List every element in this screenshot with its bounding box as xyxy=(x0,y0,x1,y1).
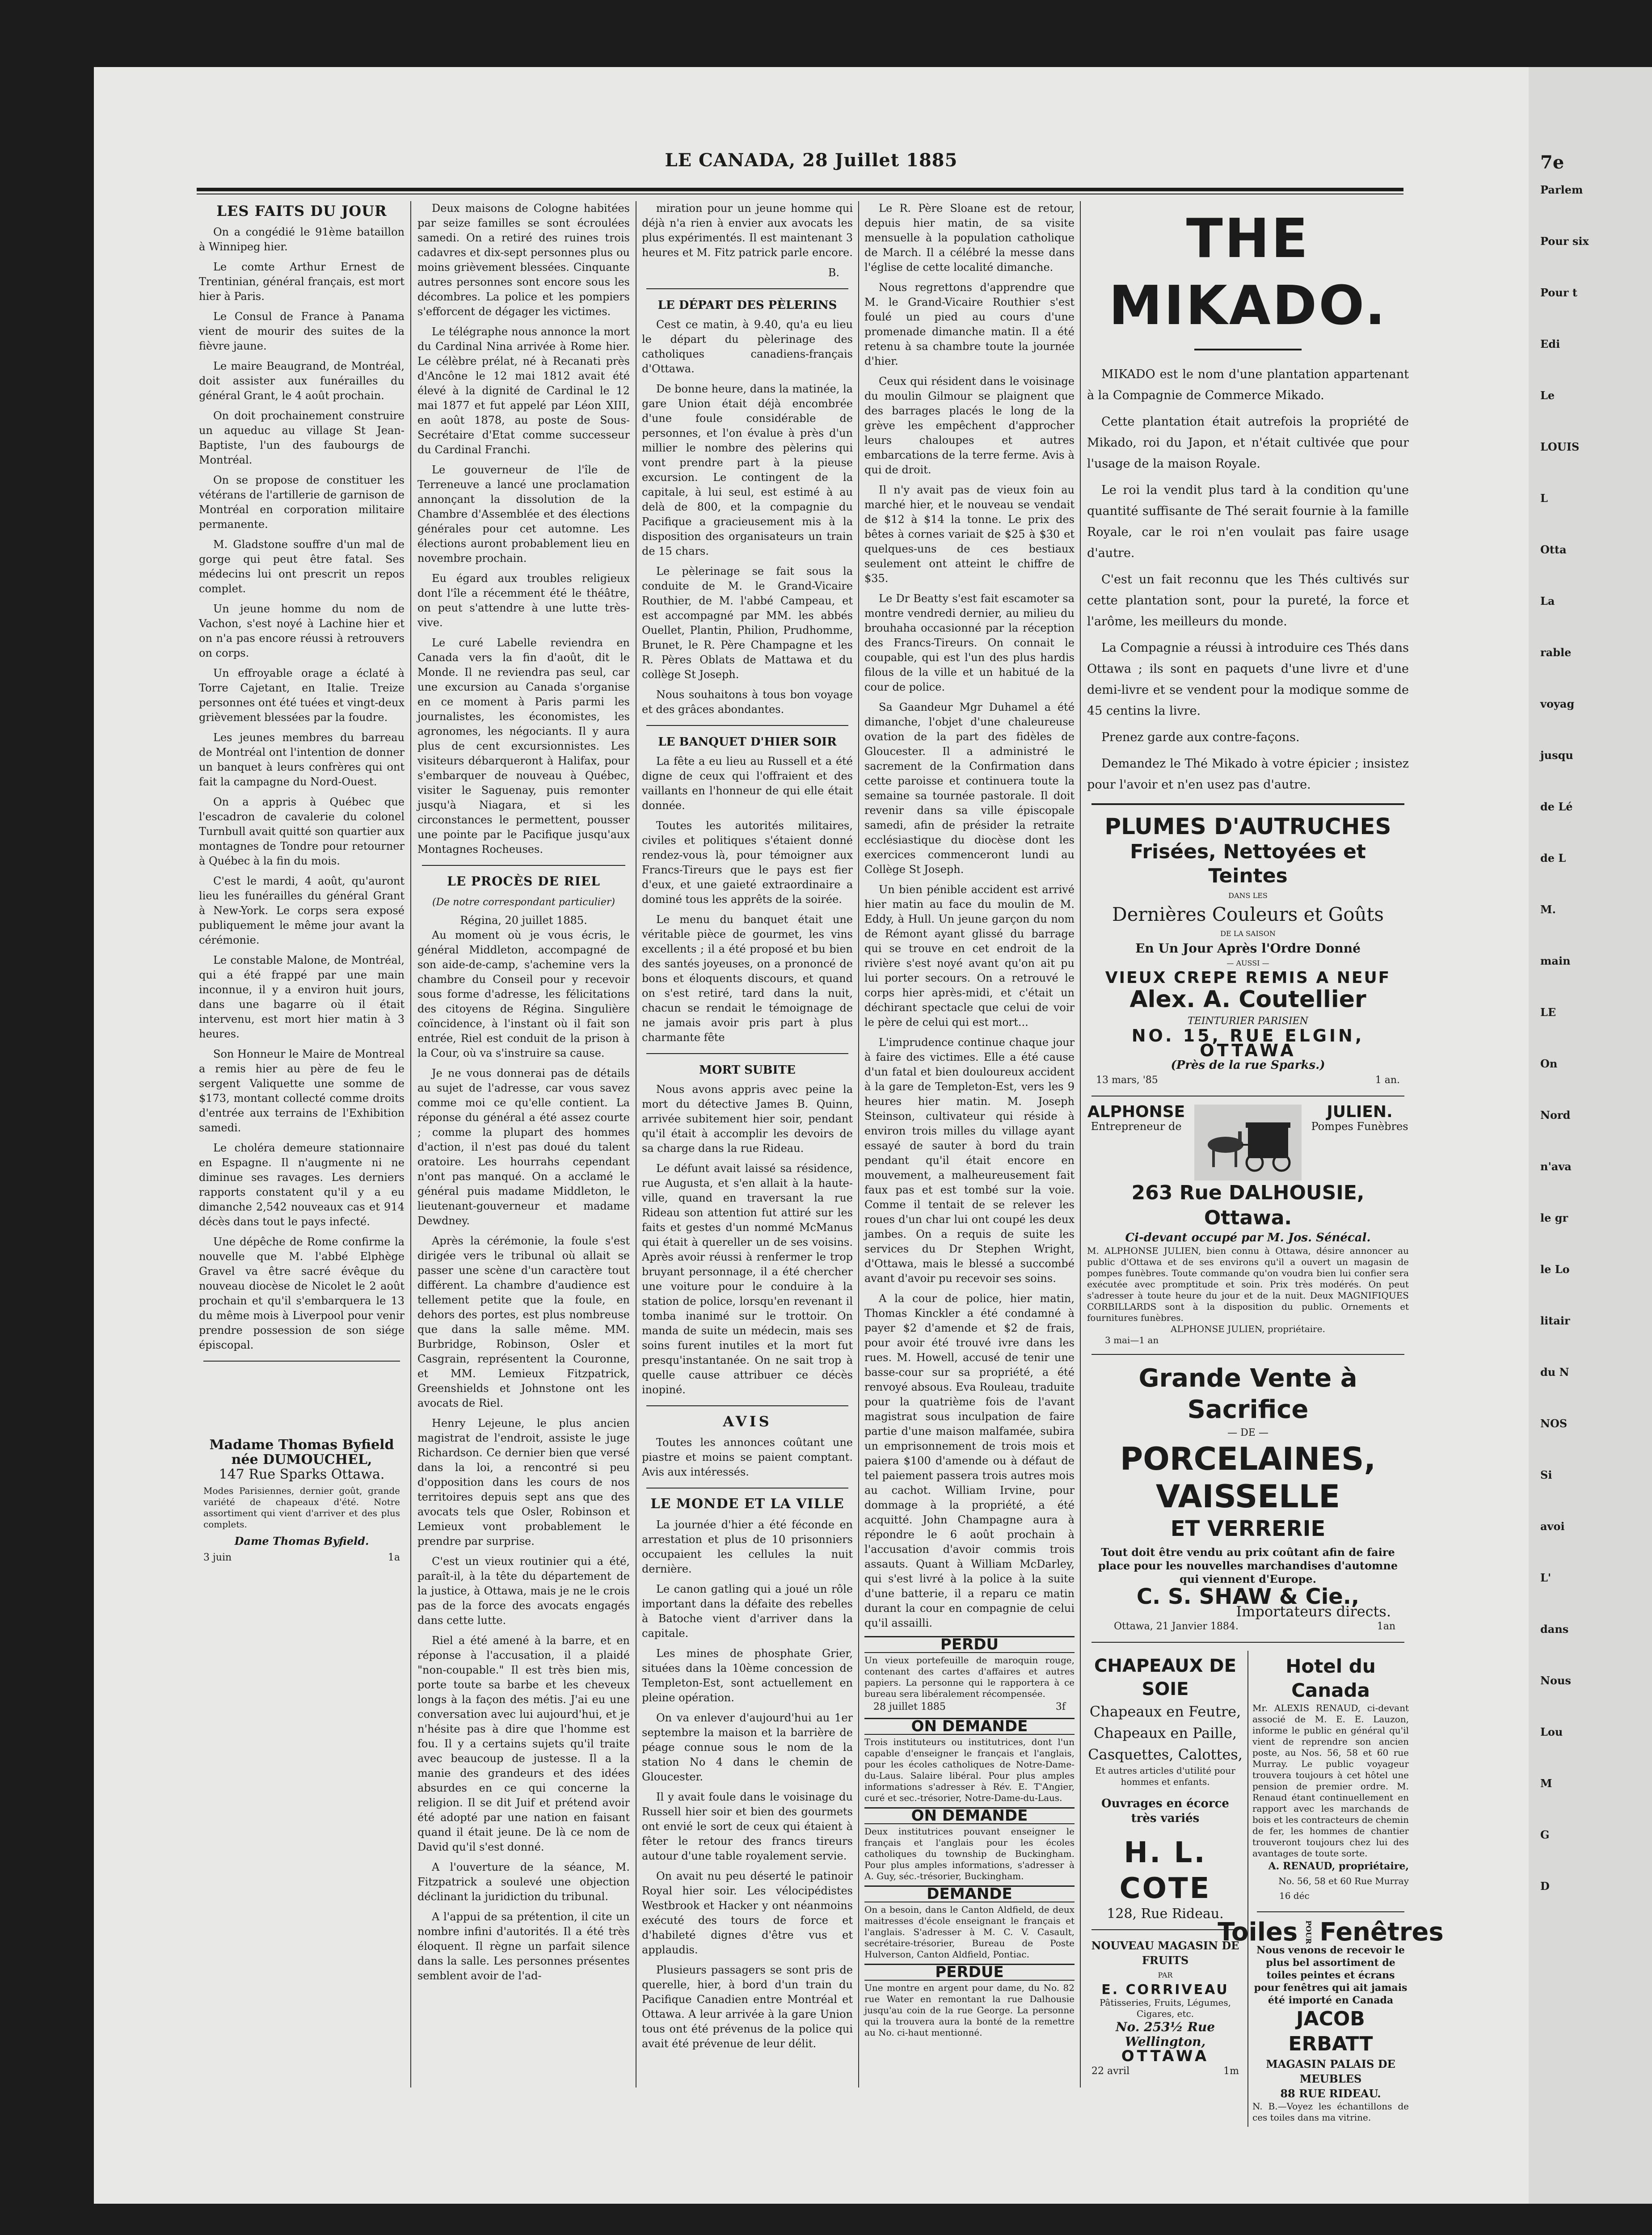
classified-ads xyxy=(864,1636,1075,2038)
ad-fruits xyxy=(1087,1938,1243,2079)
paragraph: Riel a été amené à la barre, et en réponse à l'accusation, il a plaidé "non-coupable." Il est très bien mis, porte toute sa barbe et les cheveux longs à la façon des métis. J'ai eu une conversation avec lui aujourd'hui, et je n'hésite pas à dire que l'homme est fou. Il y a certains sujets qu'il traite avec beaucoup de justesse. Il a la manie des grandeurs et des idées absurdes en ce qui concerne la religion. Il se dit Juif et prétend avoir été adopté par une nation en faisant quand il était jeune. De là ce nom de David qu'il s'est donné. xyxy=(417,1634,630,1853)
classified-ad-text: Trois instituteurs ou institutrices, dont l'un capable d'enseigner le français et l'anglais, pour les écoles catholiques de Notre-Dame-du-Laus. Salaire libéral. Pour plus amples informations s'adresser à Rév. E. T'Angier, curé et sec.-trésorier, Notre-Dame-du-Laus. xyxy=(864,1737,1075,1803)
paragraph: On se propose de constituer les vétérans de l'artillerie de garnison de Montréal en corporation militaire permanente. xyxy=(199,474,405,531)
section-title-monde-ville: LE MONDE ET LA VILLE xyxy=(650,1496,844,1512)
avis-text: Toutes les annonces coûtant une piastre et moins se paient comptant. Avis aux intéressés. xyxy=(642,1436,853,1478)
next-page-fragment-text: D xyxy=(1540,1880,1550,1893)
column-faits-du-jour xyxy=(199,201,405,2096)
classified-ad-text: Une montre en argent pour dame, du No. 82 rue Water en remontant la rue Dalhousie jusqu'au coin de la rue George. La personne qui la trouvera aura la bonté de la remettre au No. ci-haut mentionné. xyxy=(864,1982,1075,2038)
next-page-fragment-text: G xyxy=(1540,1828,1550,1841)
paragraph: C'est le mardi, 4 août, qu'auront lieu les funérailles du général Grant à New-York. Le corps sera exposé publiquement le même jour avant la cérémonie. xyxy=(199,875,405,946)
chapeaux-name: H. L. COTE xyxy=(1119,1836,1211,1905)
ad-byfield-nee: née DUMOUCHEL, xyxy=(231,1452,372,1468)
classified-ad-date: 28 juillet 1885 xyxy=(873,1701,946,1712)
next-page-fragment-text: litair xyxy=(1540,1314,1570,1327)
next-page-fragment-text: le Lo xyxy=(1540,1263,1570,1276)
paragraph: On va enlever d'aujourd'hui au 1er septembre la maison et la barrière de péage connue sous le nom de la station No 4 dans le chemin de Gloucester. xyxy=(642,1712,853,1783)
julien-first: ALPHONSE xyxy=(1087,1103,1185,1121)
ad-chapeaux xyxy=(1087,1654,1243,1921)
plumes-teinturier: TEINTURIER PARISIEN xyxy=(1188,1016,1308,1027)
fruits-ref: 1m xyxy=(1223,2066,1239,2077)
next-page-fragment-text: voyag xyxy=(1540,697,1575,710)
vente-date: Ottawa, 21 Janvier 1884. xyxy=(1114,1621,1239,1632)
paragraph: Eu égard aux troubles religieux dont l'île a récemment été le théâtre, on peut s'attendre à une lutte très-vive. xyxy=(417,572,630,629)
masthead-rule xyxy=(197,188,1403,191)
hotel-text: Mr. ALEXIS RENAUD, ci-devant associé de M. E. E. Lauzon, informe le public en général qu'il vient de reprendre son ancien poste, au Nos. 56, 58 et 60 rue Murray. Le public voyageur trouvera toujours à cet hôtel une pension de premier ordre. M. Renaud étant continuellement en rapport avec les marchands de bois et les contracteurs de chemin de fer, les hommes de chantier trouveront toujours chez lui des avantages de toute sorte. xyxy=(1252,1703,1409,1859)
section-title-proces-riel: LE PROCÈS DE RIEL xyxy=(447,874,600,889)
next-page-fragment-text: Edi xyxy=(1540,337,1560,350)
column-4-paragraphs xyxy=(864,201,1075,1631)
classified-ad-title: DEMANDE xyxy=(864,1885,1075,1902)
proces-note: (De notre correspondant particulier) xyxy=(432,897,615,908)
fruits-items: Pâtisseries, Fruits, Légumes, Cigares, etc. xyxy=(1099,1997,1231,2019)
next-page-fragment-text: rable xyxy=(1540,646,1572,659)
section-title-banquet: LE BANQUET D'HIER SOIR xyxy=(658,735,837,749)
next-page-fragment-text: Pour six xyxy=(1540,235,1589,248)
paragraph: Cest ce matin, à 9.40, qu'a eu lieu le départ du pèlerinage des catholiques canadiens-français d'Ottawa. xyxy=(642,318,853,375)
ad-hotel-canada xyxy=(1252,1654,1409,1903)
vente-de: — DE — xyxy=(1227,1427,1268,1438)
divider xyxy=(646,288,848,289)
paragraph: miration pour un jeune homme qui déjà n'a rien à envier aux avocats les plus expérimentés. Il est maintenant 3 heures et M. Fitz patrick parle encore. xyxy=(642,202,853,259)
mikado-title: THE MIKADO. xyxy=(1108,208,1387,337)
paragraph: Son Honneur le Maire de Montreal a remis hier au père de feu le sergent Valiquette une somme de $173, montant collecté comme droits d'entrée aux terrains de l'Exhibition samedi. xyxy=(199,1048,405,1134)
paragraph: Je ne vous donnerai pas de détails au sujet de l'adresse, car vous savez comme moi ce qu'elle contient. La réponse du général a été assez courte ; comme la plupart des hommes d'action, il n'est pas doué du talent oratoire. Les hourrahs cependant n'ont pas manqué. On a acclamé le général puis madame Middleton, le lieutenant-gouverneur et madame Dewdney. xyxy=(417,1067,630,1227)
vente-main: PORCELAINES, VAISSELLE xyxy=(1120,1441,1376,1515)
classified-ad-ref: 3f xyxy=(1055,1701,1066,1712)
julien-former: Ci-devant occupé par M. Jos. Sénécal. xyxy=(1125,1231,1371,1244)
next-page-fragment-text: le gr xyxy=(1540,1211,1568,1224)
paragraph: Demandez le Thé Mikado à votre épicier ; insistez pour l'avoir et n'en usez pas d'autre. xyxy=(1087,757,1409,792)
next-page-fragment-text: du N xyxy=(1540,1366,1569,1379)
next-page-fragment-text: Lou xyxy=(1540,1725,1563,1738)
plumes-jour: En Un Jour Après l'Ordre Donné xyxy=(1135,941,1361,956)
paragraph: A l'appui de sa prétention, il cite un nombre infini d'autorités. Il a été très éloquent. Il règne un parfait silence dans la salle. Les personnes présentes semblent avoir de l'ad- xyxy=(417,1910,630,1982)
ad-byfield xyxy=(199,1438,405,1565)
julien-text: M. ALPHONSE JULIEN, bien connu à Ottawa, désire annoncer au public d'Ottawa et de ses environs qu'il a ouvert un magasin de pompes funèbres. Toute commande qu'on voudra bien lui confier sera exécutée avec promptitude et soin. Prix très modérés. On peut s'adresser à toute heure du jour et de la nuit. Deux MAGNIFIQUES CORBILLARDS sont à la disposition du public. Ornements et fournitures funèbres. xyxy=(1087,1245,1409,1323)
paragraph: A la cour de police, hier matin, Thomas Kinckler a été condamné à payer $2 d'amende et $2 de frais, pour avoir été trouvé ivre dans les rues. M. Howell, accusé de tenir une basse-cour sur sa propriété, a été renvoyé absous. Eva Rouleau, traduite pour la quatrième fois de l'avant magistrat sous inculpation de faire partie d'une maison malfamée, subira un emprisonnement de trois mois et paiera $100 d'amende ou à défaut de tel paiement passera trois autres mois au cachot. William Irvine, pour dommage à la propriété, a été acquitté. John Champagne aura à répondre le 6 août prochain à l'accusation d'avoir commis trois assauts. Quant à William McDarley, qui s'est livré à la police à la suite d'une batterie, il a reparu ce matin durant la cour en compagnie de celui qu'il assailli. xyxy=(864,1292,1075,1629)
toiles-name: JACOB ERBATT xyxy=(1288,2007,1373,2056)
column-4 xyxy=(864,201,1075,2096)
divider xyxy=(1092,1354,1404,1355)
vente-title: Grande Vente à Sacrifice xyxy=(1138,1364,1357,1424)
hearse-icon xyxy=(1199,1109,1297,1176)
paragraph: Un jeune homme du nom de Vachon, s'est noyé à Lachine hier et on n'a pas encore réussi à retrouvers on corps. xyxy=(199,603,405,659)
hotel-sign: A. RENAUD, propriétaire, xyxy=(1268,1860,1409,1872)
paragraph: Le curé Labelle reviendra en Canada vers la fin d'août, dit le Monde. Il ne reviendra pas seul, car une excursion au Canada s'organise en ce moment à Paris parmi les journalistes, les économistes, les agronomes, les négociants. Il y aura plus de cent excursionnistes. Les visiteurs débarqueront à Halifax, pour s'embarquer de nouveau à Québec, visiter le Saguenay, puis remonter jusqu'à Niagara, et si les circonstances le permettent, pousser une pointe par le Pacifique jusqu'aux Montagnes Rocheuses. xyxy=(417,637,630,856)
vente-text: Tout doit être vendu au prix coûtant afin de faire place pour les nouvelles marchandises d'automne qui viennent d'Europe. xyxy=(1098,1546,1398,1586)
hotel-date: 16 déc xyxy=(1279,1890,1310,1901)
chapeaux-line: Chapeaux en Feutre, xyxy=(1089,1703,1241,1720)
next-page-fragment-text: n'ava xyxy=(1540,1160,1572,1173)
plumes-couleurs: Dernières Couleurs et Goûts xyxy=(1112,903,1384,925)
hotel-address: No. 56, 58 et 60 Rue Murray xyxy=(1278,1876,1409,1886)
paragraph: Le constable Malone, de Montréal, qui a été frappé par une main inconnue, il y a environ huit jours, dans une bagarre où il était intervenu, est mort hier matin à 3 heures. xyxy=(199,954,405,1040)
paragraph: Le comte Arthur Ernest de Trentinian, général français, est mort hier à Paris. xyxy=(199,261,405,303)
ad-byfield-text: Modes Parisiennes, dernier goût, grande variété de chapeaux d'été. Notre assortiment qui vient d'arriver et des plus complets. xyxy=(203,1485,400,1530)
classified-ad xyxy=(864,1964,1075,2038)
paragraph: On a congédié le 91ème bataillon à Winnipeg hier. xyxy=(199,226,405,253)
depart-paragraphs xyxy=(642,317,853,717)
masthead: LE CANADA, 28 Juillet 1885 xyxy=(665,150,958,171)
next-page-fragment-text: Parlem xyxy=(1540,183,1583,196)
julien-address: 263 Rue DALHOUSIE, Ottawa. xyxy=(1131,1181,1365,1229)
vente-role: Importateurs directs. xyxy=(1236,1603,1391,1620)
chapeaux-ouvrages: Ouvrages en écorce très variés xyxy=(1101,1797,1229,1825)
column-rule xyxy=(1247,1651,1248,2127)
paragraph: Nous avons appris avec peine la mort du détective James B. Quinn, arrivée subitement hier soir, pendant qu'il était à accomplir les devoirs de sa charge dans la rue Rideau. xyxy=(642,1083,853,1155)
ad-plumes xyxy=(1087,813,1409,1088)
next-page-fragment-text: Si xyxy=(1540,1468,1552,1481)
classified-ad-text: Deux institutrices pouvant enseigner le français et l'anglais pour les écoles catholiques du township de Buckingham. Pour plus amples informations, s'adresser à A. Guy, séc.-trésorier, Buckingham. xyxy=(864,1826,1075,1881)
paragraph: Nous regrettons d'apprendre que M. le Grand-Vicaire Routhier s'est foulé un pied au cours d'une promenade dimanche matin. Il a été retenu à sa chambre toute la journée d'hier. xyxy=(864,281,1075,367)
toiles-text: Nous venons de recevoir le plus bel assortiment de toiles peintes et écrans pour fenêtres qui ait jamais été importé en Canada xyxy=(1254,1944,1408,2007)
plumes-name: Alex. A. Coutellier xyxy=(1129,986,1366,1013)
paragraph: Nous souhaitons à tous bon voyage et des grâces abondantes. xyxy=(642,688,853,716)
chapeaux-title: CHAPEAUX DE SOIE xyxy=(1094,1656,1236,1699)
chapeaux-lines xyxy=(1087,1701,1243,1765)
paragraph: Le télégraphe nous annonce la mort du Cardinal Nina arrivée à Rome hier. Le célèbre prélat, né à Recanati près d'Ancône le 12 mai 1812 avait été élevé à la dignité de Cardinal le 12 mai 1877 et fut appelé par Léon XIII, en août 1878, au poste de Sous-Secrétaire d'Etat comme successeur du Cardinal Franchi. xyxy=(417,325,630,456)
paragraph: Les jeunes membres du barreau de Montréal ont l'intention de donner un banquet à leurs confrères qui ont fait la campagne du Nord-Ouest. xyxy=(199,731,405,788)
paragraph: Une dépêche de Rome confirme la nouvelle que M. l'abbé Elphège Gravel va être sacré évêque du nouveau diocèse de Nicolet le 2 août prochain et qu'il s'embarquera le 13 du même mois à Liverpool pour venir prendre possession de son siége épiscopal. xyxy=(199,1236,405,1351)
paragraph: On a appris à Québec que l'escadron de cavalerie du colonel Turnbull avait quitté son quartier aux montagnes de Tondre pour retourner à Québec à la fin du mois. xyxy=(199,796,405,867)
hotel-title: Hotel du Canada xyxy=(1285,1655,1376,1701)
column-rule xyxy=(858,201,859,2087)
paragraph: Le roi la vendit plus tard à la condition qu'une quantité suffisante de Thé serait fournie à la famille Royale, car le roi n'en voulait pas faire usage d'autre. xyxy=(1087,483,1409,560)
vente-company: C. S. SHAW & Cie., xyxy=(1136,1584,1360,1609)
paragraph: Deux maisons de Cologne habitées par seize familles se sont écroulées samedi. On a retiré des ruines trois cadavres et dix-sept personnes plus ou moins grièvement blessées. Cinquante autres personnes sont encore sous les décombres. La police et les pompiers s'efforcent de dégager les victimes. xyxy=(417,202,630,318)
column-2-paragraphs xyxy=(417,201,630,857)
paragraph: Le choléra demeure stationnaire en Espagne. Il n'augmente ni ne diminue ses ravages. Les derniers rapports constatent qu'il y a eu dimanche 2,542 nouveaux cas et 914 décès dans tout le pays infecté. xyxy=(199,1142,405,1228)
next-page-fragment-text: La xyxy=(1540,595,1555,607)
toiles-title1: Toiles xyxy=(1218,1918,1298,1947)
next-page-fragment-text: L' xyxy=(1540,1571,1551,1584)
paragraph: L'imprudence continue chaque jour à faire des victimes. Elle a été cause d'un fatal et bien douloureux accident à la gare de Templeton-Est, vers les 9 heures hier matin. M. Joseph Steinson, cultivateur qui réside à environ trois milles du village ayant essayé de sauter à bord du train pendant qu'il était encore en mouvement, a malheureusement fait faux pas et est tombé sur la voie. Comme il tentait de se relever les roues d'un char lui ont coupé les deux jambes. On a requis de suite les services du Dr Stephen Wright, d'Ottawa, mais le blessé a succombé avant d'avoir pu recevoir ses soins. xyxy=(864,1036,1075,1285)
paragraph: C'est un fait reconnu que les Thés cultivés sur cette plantation sont, pour la pureté, la force et l'arôme, les meilleurs du monde. xyxy=(1087,573,1409,628)
paragraph: Ceux qui résident dans le voisinage du moulin Gilmour se plaignent que des barrages placés le long de la grève les empêchent d'approcher leurs chaloupes et autres embarcations de la terre ferme. Avis à qui de droit. xyxy=(864,375,1075,476)
paragraph: M. Gladstone souffre d'un mal de gorge qui peut être fatal. Ses médecins lui ont prescrit un repos complet. xyxy=(199,538,405,595)
paragraph: MIKADO est le nom d'une plantation appartenant à la Compagnie de Commerce Mikado. xyxy=(1087,367,1409,402)
paragraph: Le défunt avait laissé sa résidence, rue Augusta, et s'en allait à la haute-ville, quand en traversant la rue Rideau son attention fut attiré sur les faits et gestes d'un nommé McManus qui était à quereller un de ses voisins. Après avoir réussi à renfermer le trop bruyant personnage, il a été chercher une voiture pour le conduire à la station de police, lorsqu'en revenant il tomba inanimé sur le trottoir. On manda de suite un médecin, mais ses soins furent inutiles et la mort fut presqu'instantanée. On ne sait trop à quelle cause attribuer ce décès inopiné. xyxy=(642,1162,853,1396)
next-page-fragment xyxy=(1529,67,1652,2204)
plumes-aussi: — AUSSI — xyxy=(1226,959,1269,967)
ads-bottom-left xyxy=(1087,1651,1243,2127)
toiles-note: N. B.—Voyez les échantillons de ces toiles dans ma vitrine. xyxy=(1252,2101,1409,2123)
next-page-fragment-text: avoi xyxy=(1540,1520,1565,1533)
mort-paragraphs xyxy=(642,1082,853,1397)
paragraph: Le menu du banquet était une véritable pièce de gourmet, les vins excellents ; il a été proposé et bu bien des santés joyeuses, on a prononcé de bons et éloquents discours, et quand on s'est retiré, tard dans la nuit, chacun se rendait le témoignage de ne jamais avoir pris part à plus charmante fête xyxy=(642,913,853,1044)
divider xyxy=(646,725,848,726)
chapeaux-address: 128, Rue Rideau. xyxy=(1107,1906,1224,1922)
paragraph: Le pèlerinage se fait sous la conduite de M. le Grand-Vicaire Routhier, de M. l'abbé Campeau, et est accompagné par MM. les abbés Ouellet, Plantin, Philion, Prudhomme, Brunet, le R. Père Champagne et les R. Pères Oblats de Mattawa et du collège St Joseph. xyxy=(642,565,853,681)
paragraph: Le gouverneur de l'île de Terreneuve a lancé une proclamation annonçant la dissolution de la Chambre d'Assemblée et des élections générales pour cet automne. Les élections auront probablement lieu en novembre prochain. xyxy=(417,464,630,565)
paragraph: Le R. Père Sloane est de retour, depuis hier matin, de sa visite mensuelle à la population catholique de March. Il a célébré la messe dans l'église de cette localité dimanche. xyxy=(864,202,1075,274)
paragraph: Plusieurs passagers se sont pris de querelle, hier, à bord d'un train du Pacifique Canadien entre Montréal et Ottawa. A leur arrivée à la gare Union tous ont été prévenus de la police qui avait été prévenue de leur délit. xyxy=(642,1964,853,2050)
column-2 xyxy=(417,201,630,2096)
mikado-paragraphs xyxy=(1087,364,1409,795)
next-page-fragment-text: L xyxy=(1540,492,1548,505)
next-page-fragment-text: NOS xyxy=(1540,1417,1568,1430)
paragraph: Un effroyable orage a éclaté à Torre Cajetant, en Italie. Treize personnes ont été tuées et vingt-deux grièvement blessées par la foudre. xyxy=(199,667,405,724)
paragraph: Cette plantation était autrefois la propriété de Mikado, roi du Japon, et n'était cultivée que pour l'usage de la maison Royale. xyxy=(1087,415,1409,471)
classified-ad-title: ON DEMANDE xyxy=(864,1807,1075,1824)
toiles-title2: Fenêtres xyxy=(1319,1918,1444,1947)
divider xyxy=(646,1405,848,1406)
paragraph: De bonne heure, dans la matinée, la gare Union était déjà encombrée d'une foule considérable de personnes, et l'on évalue à près d'un millier le nombre des pèlerins qui vont prendre part à la pieuse excursion. Le contingent de la capitale, à lui seul, est estimé à au delà de 800, et la compagnie du Pacifique a gracieusement mis à la disposition des organisateurs un train de 15 chars. xyxy=(642,383,853,557)
next-page-fragment-text: LE xyxy=(1540,1006,1556,1019)
plumes-saison: DE LA SAISON xyxy=(1220,929,1276,938)
next-page-fragment-text: M xyxy=(1540,1777,1552,1790)
julien-right-role: Pompes Funèbres xyxy=(1311,1120,1408,1133)
ad-byfield-sign: Dame Thomas Byfield. xyxy=(234,1535,369,1548)
plumes-dans: DANS LES xyxy=(1228,891,1268,900)
classified-ad-title: PERDU xyxy=(864,1636,1075,1653)
next-page-fragment-text: On xyxy=(1540,1057,1558,1070)
next-page-fragment-text: main xyxy=(1540,954,1571,967)
next-page-fragment-text: Le xyxy=(1540,389,1555,402)
newspaper-page xyxy=(94,67,1529,2204)
paragraph: La journée d'hier a été féconde en arrestation et plus de 10 prisonniers occupaient les cellules la nuit dernière. xyxy=(642,1518,853,1575)
paragraph: Le maire Beaugrand, de Montréal, doit assister aux funérailles du général Grant, le 4 août prochain. xyxy=(199,360,405,402)
divider xyxy=(1257,1911,1404,1912)
ad-byfield-ref: 1a xyxy=(388,1552,400,1563)
classified-ad xyxy=(864,1807,1075,1882)
next-page-fragment-text: LOUIS xyxy=(1540,440,1580,453)
paragraph: On doit prochainement construire un aqueduc au village St Jean-Baptiste, l'un des faubourgs de Montréal. xyxy=(199,409,405,466)
plumes-title: PLUMES D'AUTRUCHES xyxy=(1104,814,1391,839)
next-page-fragment-text: dans xyxy=(1540,1623,1569,1636)
banquet-paragraphs xyxy=(642,754,853,1045)
ad-vente-sacrifice xyxy=(1087,1363,1409,1634)
mikado-rule xyxy=(1194,349,1302,350)
section-title-depart: LE DÉPART DES PÈLERINS xyxy=(657,299,837,312)
paragraph: Après la cérémonie, la foule s'est dirigée vers le tribunal où allait se passer une scène d'un caractère tout différent. La chambre d'audience est tellement petite que la foule, en dehors des portes, est plus nombreuse que dans la salle même. MM. Burbridge, Robinson, Osler et Casgrain, représentent la Couronne, et MM. Lemieux Fitzpatrick, Greenshields et Johnstone ont les avocats de Riel. xyxy=(417,1235,630,1409)
julien-sign: ALPHONSE JULIEN, propriétaire. xyxy=(1171,1324,1325,1334)
next-page-fragment-text: Nous xyxy=(1540,1674,1571,1687)
section-title-faits-du-jour: LES FAITS DU JOUR xyxy=(216,202,387,219)
paragraph: La Compagnie a réussi à introduire ces Thés dans Ottawa ; ils sont en paquets d'une livre et d'une demi-livre et se vendent pour la modique somme de 45 centins la livre. xyxy=(1087,641,1409,718)
paragraph: Henry Lejeune, le plus ancien magistrat de l'endroit, assiste le juge Richardson. Ce dernier bien que versé dans la loi, a rencontré si peu d'opposition dans les cours de nos territoires depuis sept ans que des avocats tels que Osler, Robinson et Lemieux vont probablement le prendre par surprise. xyxy=(417,1417,630,1548)
divider xyxy=(1092,1929,1239,1930)
ad-byfield-date: 3 juin xyxy=(203,1552,232,1563)
plumes-subtitle: Frisées, Nettoyées et Teintes xyxy=(1130,840,1366,887)
column-rule xyxy=(410,201,411,2087)
paragraph: La fête a eu lieu au Russell et a été digne de ceux qui l'offraient et des vaillants en l'honneur de qui elle était donnée. xyxy=(642,755,853,812)
next-page-fragment-text: Otta xyxy=(1540,543,1567,556)
fruits-address: No. 253½ Rue Wellington, xyxy=(1115,2020,1215,2049)
plumes-address: NO. 15, RUE ELGIN, OTTAWA xyxy=(1131,1026,1365,1060)
signature-b: B. xyxy=(828,266,839,279)
hearse-engraving xyxy=(1194,1105,1302,1181)
ad-byfield-name: Madame Thomas Byfield xyxy=(209,1437,394,1453)
classified-ad-text: On a besoin, dans le Canton Aldfield, de deux maitresses d'école enseignant le français et l'anglais. S'adresser à M. C. V. Casault, secrétaire-trésorier, Bureau de Poste Hulverson, Canton Aldfield, Pontiac. xyxy=(864,1904,1075,1960)
chapeaux-note: Et autres articles d'utilité pour hommes et enfants. xyxy=(1095,1765,1235,1787)
fruits-city: OTTAWA xyxy=(1121,2047,1210,2065)
divider xyxy=(422,865,625,866)
monde-paragraphs xyxy=(642,1518,853,2051)
chapeaux-line: Casquettes, Calottes, xyxy=(1088,1746,1243,1763)
paragraph: Le Consul de France à Panama vient de mourir des suites de la fièvre jaune. xyxy=(199,310,405,352)
paragraph: On avait nu peu déserté le patinoir Royal hier soir. Les vélocipédistes Westbrook et Hacker y ont néanmoins exécuté des tours de force et d'habileté dignes d'être vus et applaudis. xyxy=(642,1870,853,1956)
classified-ad xyxy=(864,1885,1075,1960)
column-3 xyxy=(642,201,853,2096)
plumes-near: (Près de la rue Sparks.) xyxy=(1171,1058,1325,1072)
section-title-avis: AVIS xyxy=(723,1413,772,1430)
divider xyxy=(1092,1642,1404,1643)
toiles-pour: POUR xyxy=(1304,1920,1313,1944)
paragraph: Il n'y avait pas de vieux foin au marché hier, et le nouveau se vendait de $12 à $14 la tonne. Le prix des bêtes à cornes variait de $25 à $30 et quelques-uns de ces bestiaux seulement ont atteint le chiffre de $35. xyxy=(864,484,1075,585)
plumes-crepe: VIEUX CREPE REMIS A NEUF xyxy=(1105,969,1391,987)
next-page-fragment-text: jusqu xyxy=(1540,749,1573,762)
next-page-fragment-text: Nord xyxy=(1540,1109,1571,1122)
divider xyxy=(646,1488,848,1489)
paragraph: C'est un vieux routinier qui a été, paraît-il, à la tête du département de la justice, à Ottawa, mais je ne le crois pas de la force des avocats engagés dans cette lutte. xyxy=(417,1555,630,1627)
paragraph: Prenez garde aux contre-façons. xyxy=(1101,730,1300,744)
paragraph: Au moment où je vous écris, le général Middleton, accompagné de son aide-de-camp, s'achemine vers la chambre du Conseil pour y recevoir sous forme d'adresse, les félicitations des citoyens de Régina. Singulière coïncidence, à l'instant où il fait son entrée, Riel est conduit de la prison à la Cour, où va s'instruire sa cause. xyxy=(417,929,630,1059)
paragraph: A l'ouverture de la séance, M. Fitzpatrick a soulevé une objection déclinant la juridiction du tribunal. xyxy=(417,1861,630,1903)
ad-julien xyxy=(1087,1105,1409,1346)
classified-ad-title: ON DEMANDE xyxy=(864,1718,1075,1735)
classified-ad xyxy=(864,1636,1075,1714)
next-page-fragment-text: M. xyxy=(1540,903,1556,916)
section-title-mort: MORT SUBITE xyxy=(699,1063,796,1077)
divider xyxy=(203,1361,400,1362)
classified-ad-text: Un vieux portefeuille de maroquin rouge, contenant des cartes d'affaires et autres papiers. La personne qui le rapportera à ce bureau sera libéralement récompensée. xyxy=(864,1655,1075,1699)
column-3-top-paragraphs xyxy=(642,201,853,260)
fruits-title: NOUVEAU MAGASIN DE FRUITS xyxy=(1091,1939,1239,1967)
proces-dateline: Régina, 20 juillet 1885. xyxy=(460,914,587,927)
divider xyxy=(646,1053,848,1054)
ad-byfield-address: 147 Rue Sparks Ottawa. xyxy=(219,1467,385,1482)
paragraph: Le Dr Beatty s'est fait escamoter sa montre vendredi dernier, au milieu du brouhaha occasionné par la réception des Francs-Tireurs. On connait le coupable, qui est l'un des plus hardis filous de la ville et un habitué de la cour de police. xyxy=(864,592,1075,693)
fruits-date: 22 avril xyxy=(1092,2066,1130,2077)
plumes-date: 13 mars, '85 xyxy=(1096,1075,1158,1086)
next-page-number: 7e xyxy=(1540,152,1564,173)
faits-paragraphs xyxy=(199,225,405,1353)
next-page-fragment-text: de L xyxy=(1540,852,1566,864)
classified-ad xyxy=(864,1718,1075,1804)
fruits-name: E. CORRIVEAU xyxy=(1101,1982,1229,1998)
ads-bottom-row xyxy=(1087,1651,1444,2127)
chapeaux-line: Chapeaux en Paille, xyxy=(1093,1725,1237,1742)
julien-last: JULIEN. xyxy=(1327,1103,1393,1121)
vente-sub: ET VERRERIE xyxy=(1170,1516,1326,1541)
vente-ref: 1an xyxy=(1377,1621,1395,1632)
paragraph: Un bien pénible accident est arrivé hier matin au face du moulin de M. Eddy, à Hull. Un jeune garçon du nom de Rémont ayant glissé du barrage qui se trouve en cet endroit de la rivière s'est noyé avant qu'on ait pu lui porter secours. On a retrouvé le corps hier après-midi, et c'était un déchirant spectacle que celui de voir le père de celui qui est mort... xyxy=(864,883,1075,1029)
next-page-fragment-text: de Lé xyxy=(1540,800,1573,813)
paragraph: Il y avait foule dans le voisinage du Russell hier soir et bien des gourmets ont envié le sort de ceux qui étaient à fêter le retour des francs tireurs autour d'une table royalement servie. xyxy=(642,1791,853,1862)
plumes-ref: 1 an. xyxy=(1375,1075,1400,1086)
toiles-address: 88 RUE RIDEAU. xyxy=(1280,2087,1381,2100)
paragraph: Le canon gatling qui a joué un rôle important dans la défaite des rebelles à Batoche vient d'arriver dans la capitale. xyxy=(642,1583,853,1640)
divider xyxy=(1092,803,1404,805)
fruits-par: PAR xyxy=(1158,1971,1173,1979)
paragraph: Sa Gaandeur Mgr Duhamel a été dimanche, l'objet d'une chaleureuse ovation de la part des fidèles de Gloucester. Il a administré le sacrement de la Confirmation dans cette paroisse et continuera toute la semaine sa tournée pastorale. Il doit revenir dans sa ville épiscopale samedi, afin de présider la retraite ecclésiastique du diocèse dont les exercices commenceront lundi au Collège St Joseph. xyxy=(864,701,1075,876)
paragraph: Toutes les autorités militaires, civiles et politiques s'étaient donné rendez-vous là, pour témoigner aux Francs-Tireurs que le pays est fier d'eux, et une gaieté extraordinaire a dominé tous les apprêts de la soirée. xyxy=(642,819,853,906)
toiles-shop: MAGASIN PALAIS DE MEUBLES xyxy=(1266,2058,1395,2086)
julien-left-role: Entrepreneur de xyxy=(1091,1120,1182,1133)
column-rule xyxy=(1080,201,1081,2087)
next-page-fragment-text: Pour t xyxy=(1540,286,1577,299)
julien-date: 3 mai—1 an xyxy=(1105,1335,1159,1345)
proces-paragraphs xyxy=(417,928,630,1983)
classified-ad-title: PERDUE xyxy=(864,1964,1075,1981)
paragraph: Les mines de phosphate Grier, situées dans la 10ème concession de Templeton-Est, sont actuellement en pleine opération. xyxy=(642,1647,853,1704)
column-ads xyxy=(1087,201,1444,2123)
